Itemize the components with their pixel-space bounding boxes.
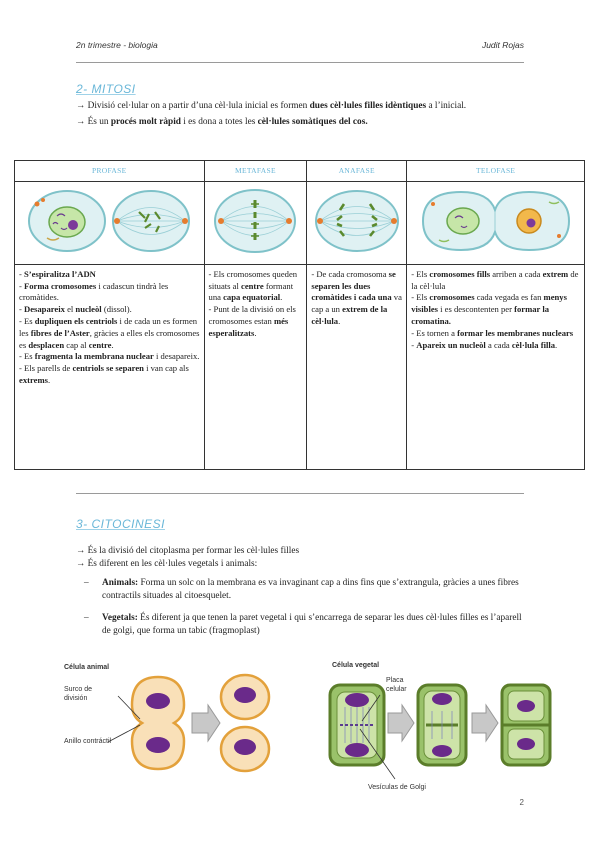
- citocinesi-bullet-1: → És la divisió del citoplasma per formar les cèl·lules filles: [76, 546, 300, 556]
- plant-arrow: [388, 705, 414, 741]
- anafase-description: - De cada cromosoma se separen les dues cromàtides i cada una va cap a un extrem de la cèl·lula.: [307, 264, 407, 469]
- metafase-description: - Els cromosomes queden situats al centre formant una capa equatorial. - Punt de la divisió on els cromosomes estan més esperalitzats.: [204, 264, 307, 469]
- section-rule: [76, 493, 524, 494]
- header-telofase: TELOFASE: [407, 161, 585, 182]
- animal-arrow: [192, 705, 220, 741]
- plant-daughter-cells: [502, 685, 550, 765]
- label-celular: celular: [386, 686, 407, 693]
- mitosis-phases-table: [14, 160, 585, 470]
- table-text-row: [15, 264, 585, 469]
- profase-description: - S’espiralitza l’ADN - Forma cromosomes i cadascun tindrà les cromàtides. - Desapareix el nucleòl (dissol). - Es dupliquen els centriols i de cada un es formen les fibres de l’Aster, gràcies a elles els cromosomes es desplacen cap al centre. - Es fragmenta la membrana nuclear i desapareix. - Els parells de centriols se separen i van cap als extrems.: [15, 264, 205, 469]
- label-placa: Placa: [386, 677, 404, 684]
- section-title-citocinesi: 3- CITOCINESI: [76, 517, 165, 531]
- section-title-mitosi: 2- MITOSI: [76, 82, 136, 96]
- mitosi-bullets: [76, 100, 524, 132]
- plant-daughter-cells-forming: [418, 685, 466, 765]
- plant-cell-title: Célula vegetal: [332, 662, 380, 669]
- telofase-description: - Els cromosomes fills arriben a cada extrem de la cèl·lula - Els cromosomes cada vegada es fan menys visibles i es descontenten per formar la cromatina. - Es tornen a formar les membranes nuclears - Apareix un nucleòl a cada cèl·lula filla.: [407, 264, 585, 469]
- metafase-illustration: [204, 182, 307, 265]
- citocinesi-bullets: [76, 545, 524, 571]
- header-profase: PROFASE: [15, 161, 205, 182]
- citocinesi-animals: – Animals: Forma un solc on la membrana es va invaginant cap a dins fins que s’extrangula, gràcies a unes fibres contractils situades al citoesquelet.: [84, 578, 519, 601]
- mitosi-bullet-1: → Divisió cel·lular on a partir d’una cèl·lula inicial es formen dues cèl·lules filles idèntiques a l’inicial.: [76, 101, 467, 111]
- page-number: 2: [519, 798, 524, 807]
- animal-daughter-cells: [221, 675, 269, 771]
- label-division: división: [64, 695, 88, 702]
- header-metafase: METAFASE: [204, 161, 307, 182]
- plant-cell-dividing: [330, 685, 395, 779]
- citocinesi-vegetals: – Vegetals: És diferent ja que tenen la paret vegetal i qui s’encarrega de separar les dues cèl·lules filles es l’aparell de golgi, que forma un tabic (fragmoplast): [84, 613, 522, 636]
- anafase-illustration: [307, 182, 407, 265]
- header-rule: [76, 62, 524, 63]
- header-course: 2n trimestre - biologia: [76, 40, 158, 50]
- cytokinesis-figure: [0, 655, 600, 800]
- citocinesi-bullet-2: → És diferent en les cèl·lules vegetals i animals:: [76, 559, 258, 569]
- label-surco: Surco de: [64, 686, 93, 693]
- mitosi-bullet-2: → És un procés molt ràpid i es dona a totes les cèl·lules somàtiques del cos.: [76, 117, 368, 127]
- table-image-row: [15, 182, 585, 265]
- table-header-row: [15, 161, 585, 182]
- header-author: Judit Rojas: [481, 40, 524, 50]
- plant-arrow-2: [472, 705, 498, 741]
- telofase-illustration: [407, 182, 585, 265]
- header-anafase: ANAFASE: [307, 161, 407, 182]
- label-anillo: Anillo contráctil: [64, 738, 112, 745]
- label-vesiculas: Vesículas de Golgi: [368, 784, 426, 791]
- animal-cell-title: Célula animal: [64, 664, 110, 671]
- page-header: [76, 40, 524, 54]
- profase-illustration: [15, 182, 205, 265]
- animal-cell-dividing: [108, 677, 184, 769]
